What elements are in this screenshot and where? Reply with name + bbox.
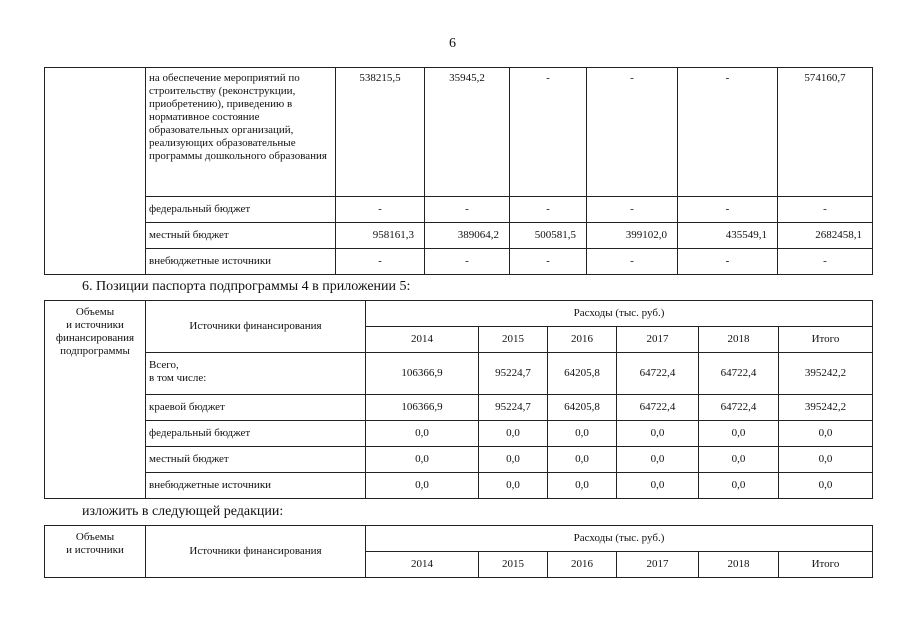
cell-value: 0,0	[548, 447, 617, 473]
year-header: 2014	[366, 552, 479, 578]
expenses-header: Расходы (тыс. руб.)	[366, 301, 873, 327]
year-header: 2018	[699, 552, 779, 578]
volumes-header: Объемы и источники финансирования подпрограммы	[45, 301, 146, 499]
cell-value: 0,0	[479, 421, 548, 447]
cell-value: -	[587, 249, 678, 275]
cell-value: -	[336, 249, 425, 275]
cell-value: 0,0	[617, 421, 699, 447]
row-label: внебюджетные источники	[146, 473, 366, 499]
top-finance-table	[44, 67, 873, 275]
cell-value: 574160,7	[778, 68, 873, 197]
cell-value: -	[425, 197, 510, 223]
row-label: краевой бюджет	[146, 395, 366, 421]
year-header: 2014	[366, 327, 479, 353]
cell-value: 106366,9	[366, 353, 479, 395]
empty-left-cell	[45, 68, 146, 275]
cell-value: 0,0	[617, 447, 699, 473]
cell-value: -	[678, 197, 778, 223]
cell-value: 64722,4	[699, 395, 779, 421]
cell-value: 0,0	[479, 473, 548, 499]
cell-value: -	[510, 68, 587, 197]
sources-header: Источники финансирования	[146, 526, 366, 578]
year-header: 2016	[548, 552, 617, 578]
cell-value: 0,0	[548, 421, 617, 447]
cell-value: -	[587, 68, 678, 197]
cell-value: 64205,8	[548, 353, 617, 395]
cell-value: 958161,3	[336, 223, 425, 249]
expenses-header: Расходы (тыс. руб.)	[366, 526, 873, 552]
cell-value: 0,0	[479, 447, 548, 473]
cell-value: 35945,2	[425, 68, 510, 197]
year-header: 2017	[617, 552, 699, 578]
cell-value: 106366,9	[366, 395, 479, 421]
row-label: Всего, в том числе:	[146, 353, 366, 395]
cell-value: -	[510, 249, 587, 275]
cell-value: -	[510, 197, 587, 223]
cell-value: 64205,8	[548, 395, 617, 421]
year-header: 2018	[699, 327, 779, 353]
cell-value: 435549,1	[678, 223, 778, 249]
cell-value: 395242,2	[779, 353, 873, 395]
cell-value: 95224,7	[479, 395, 548, 421]
cell-value: 389064,2	[425, 223, 510, 249]
cell-value: 0,0	[366, 421, 479, 447]
cell-value: 0,0	[779, 447, 873, 473]
cell-value: 0,0	[617, 473, 699, 499]
year-header: 2015	[479, 552, 548, 578]
subprogram-finance-table	[44, 300, 873, 499]
volumes-header: Объемы и источники	[45, 526, 146, 578]
new-version-table	[44, 525, 873, 578]
cell-value: 95224,7	[479, 353, 548, 395]
cell-value: 500581,5	[510, 223, 587, 249]
cell-value: 0,0	[699, 447, 779, 473]
row-label: местный бюджет	[146, 223, 336, 249]
cell-value: 64722,4	[617, 353, 699, 395]
row-label: федеральный бюджет	[146, 197, 336, 223]
cell-value: 2682458,1	[778, 223, 873, 249]
year-header: 2016	[548, 327, 617, 353]
cell-value: -	[678, 249, 778, 275]
cell-value: 0,0	[366, 473, 479, 499]
cell-value: 0,0	[699, 473, 779, 499]
cell-value: 0,0	[779, 421, 873, 447]
row-label: федеральный бюджет	[146, 421, 366, 447]
cell-value: 0,0	[366, 447, 479, 473]
cell-value: 395242,2	[779, 395, 873, 421]
cell-value: 538215,5	[336, 68, 425, 197]
sources-header: Источники финансирования	[146, 301, 366, 353]
cell-value: -	[425, 249, 510, 275]
row-label: местный бюджет	[146, 447, 366, 473]
total-header: Итого	[779, 552, 873, 578]
year-header: 2017	[617, 327, 699, 353]
cell-value: -	[587, 197, 678, 223]
cell-value: 399102,0	[587, 223, 678, 249]
restate-line: изложить в следующей редакции:	[82, 504, 284, 519]
cell-value: 64722,4	[699, 353, 779, 395]
cell-value: 64722,4	[617, 395, 699, 421]
cell-value: 0,0	[548, 473, 617, 499]
cell-value: -	[778, 197, 873, 223]
year-header: 2015	[479, 327, 548, 353]
cell-value: -	[678, 68, 778, 197]
cell-value: 0,0	[699, 421, 779, 447]
cell-value: -	[778, 249, 873, 275]
section-heading: 6. Позиции паспорта подпрограммы 4 в приложении 5:	[82, 279, 411, 294]
row-label: на обеспечение мероприятий по строительству (реконструкции, приобретению), приведению в нормативное состояние образовательных организаций, реализующих образовательные программы дошкольного образования	[146, 68, 336, 197]
cell-value: 0,0	[779, 473, 873, 499]
total-header: Итого	[779, 327, 873, 353]
row-label: внебюджетные источники	[146, 249, 336, 275]
page-number: 6	[449, 36, 456, 51]
cell-value: -	[336, 197, 425, 223]
